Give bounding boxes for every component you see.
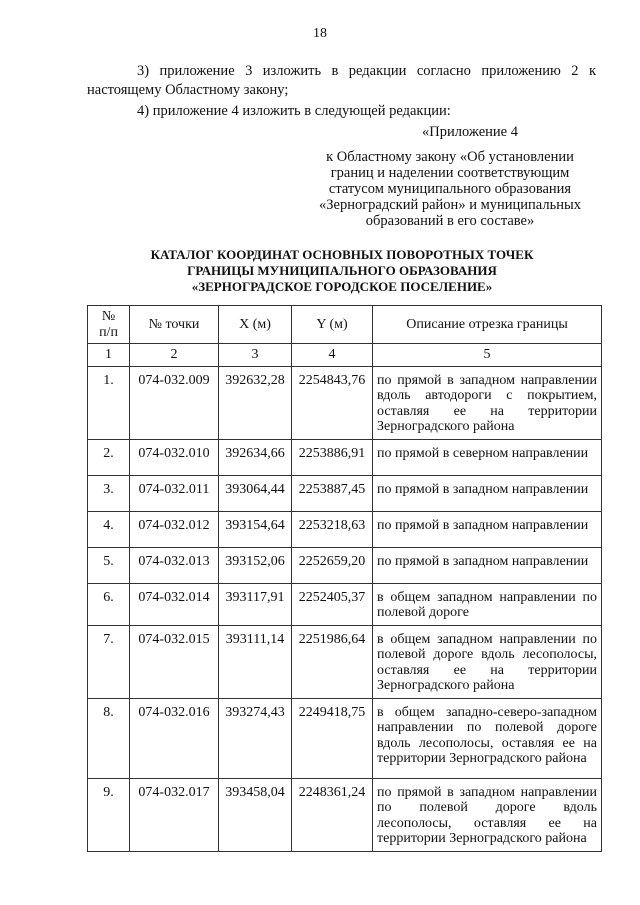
y-coordinate: 2252405,37 [292,583,373,625]
x-coordinate: 393111,14 [219,625,292,698]
table-row [88,475,602,511]
row-number: 5. [88,547,130,583]
y-coordinate: 2253886,91 [292,439,373,475]
x-coordinate: 393274,43 [219,698,292,778]
y-coordinate: 2253218,63 [292,511,373,547]
column-index-row [88,344,602,367]
row-number: 2. [88,439,130,475]
table-row [88,366,602,439]
page-number: 18 [313,26,327,41]
paragraph-item-3: 3) приложение 3 изложить в редакции согласно приложению 2 к настоящему Областному закону; [87,63,596,98]
header-num-abbr: п/п [99,324,118,340]
column-index: 4 [292,344,373,367]
row-number: 8. [88,698,130,778]
header-num-symbol: № [101,308,116,324]
appendix-reference-line: статусом муниципального образования [328,181,572,197]
point-id: 074-032.017 [130,778,219,851]
segment-description: по прямой в западном направлении вдоль автодороги с покрытием, оставляя ее на территории Зерноградского района [373,366,602,439]
row-number: 6. [88,583,130,625]
column-index: 3 [219,344,292,367]
x-coordinate: 392632,28 [219,366,292,439]
y-coordinate: 2248361,24 [292,778,373,851]
y-coordinate: 2254843,76 [292,366,373,439]
appendix-reference-line: границ и наделении соответствующим [330,165,570,181]
appendix-reference-line: к Областному закону «Об установлении [326,149,574,165]
point-id: 074-032.011 [130,475,219,511]
table-row [88,511,602,547]
catalog-title [100,247,584,295]
appendix-reference-line: «Зерноградский район» и муниципальных [319,197,581,213]
table-row [88,625,602,698]
coordinates-table [87,305,602,852]
column-index: 2 [130,344,219,367]
point-id: 074-032.015 [130,625,219,698]
point-id: 074-032.010 [130,439,219,475]
catalog-title-line: ГРАНИЦЫ МУНИЦИПАЛЬНОГО ОБРАЗОВАНИЯ [187,263,497,278]
x-coordinate: 393152,06 [219,547,292,583]
table-row [88,547,602,583]
appendix-reference [300,149,600,229]
x-coordinate: 393117,91 [219,583,292,625]
row-number: 9. [88,778,130,851]
header-x: X (м) [219,306,292,344]
row-number: 7. [88,625,130,698]
table-row [88,439,602,475]
point-id: 074-032.013 [130,547,219,583]
segment-description: по прямой в северном направлении [373,439,602,475]
header-point: № точки [130,306,219,344]
row-number: 1. [88,366,130,439]
row-number: 4. [88,511,130,547]
table-header-row [88,306,602,344]
paragraph-item-4: 4) приложение 4 изложить в следующей редакции: [137,103,451,119]
catalog-title-line: КАТАЛОГ КООРДИНАТ ОСНОВНЫХ ПОВОРОТНЫХ ТОЧЕК [150,247,534,262]
table-row [88,583,602,625]
y-coordinate: 2249418,75 [292,698,373,778]
column-index: 1 [88,344,130,367]
x-coordinate: 393458,04 [219,778,292,851]
point-id: 074-032.012 [130,511,219,547]
segment-description: по прямой в западном направлении [373,547,602,583]
segment-description: по прямой в западном направлении [373,475,602,511]
segment-description: в общем западном направлении по полевой дороге [373,583,602,625]
x-coordinate: 392634,66 [219,439,292,475]
table-row [88,778,602,851]
segment-description: по прямой в западном направлении по полевой дороге вдоль лесополосы, оставляя ее на территории Зерноградского района [373,778,602,851]
y-coordinate: 2252659,20 [292,547,373,583]
point-id: 074-032.009 [130,366,219,439]
segment-description: в общем западно-северо-западном направлении по полевой дороге вдоль лесополосы, оставляя ее на территории Зерноградского района [373,698,602,778]
table-row [88,698,602,778]
appendix-title: «Приложение 4 [422,124,518,140]
column-index: 5 [373,344,602,367]
x-coordinate: 393064,44 [219,475,292,511]
y-coordinate: 2251986,64 [292,625,373,698]
catalog-title-line: «ЗЕРНОГРАДСКОЕ ГОРОДСКОЕ ПОСЕЛЕНИЕ» [191,279,493,294]
appendix-reference-line: образований в его составе» [365,213,535,229]
y-coordinate: 2253887,45 [292,475,373,511]
header-y: Y (м) [292,306,373,344]
segment-description: в общем западном направлении по полевой дороге вдоль лесополосы, оставляя ее на территории Зерноградского района [373,625,602,698]
point-id: 074-032.014 [130,583,219,625]
header-description: Описание отрезка границы [373,306,602,344]
row-number: 3. [88,475,130,511]
segment-description: по прямой в западном направлении [373,511,602,547]
x-coordinate: 393154,64 [219,511,292,547]
point-id: 074-032.016 [130,698,219,778]
header-num [88,306,130,344]
